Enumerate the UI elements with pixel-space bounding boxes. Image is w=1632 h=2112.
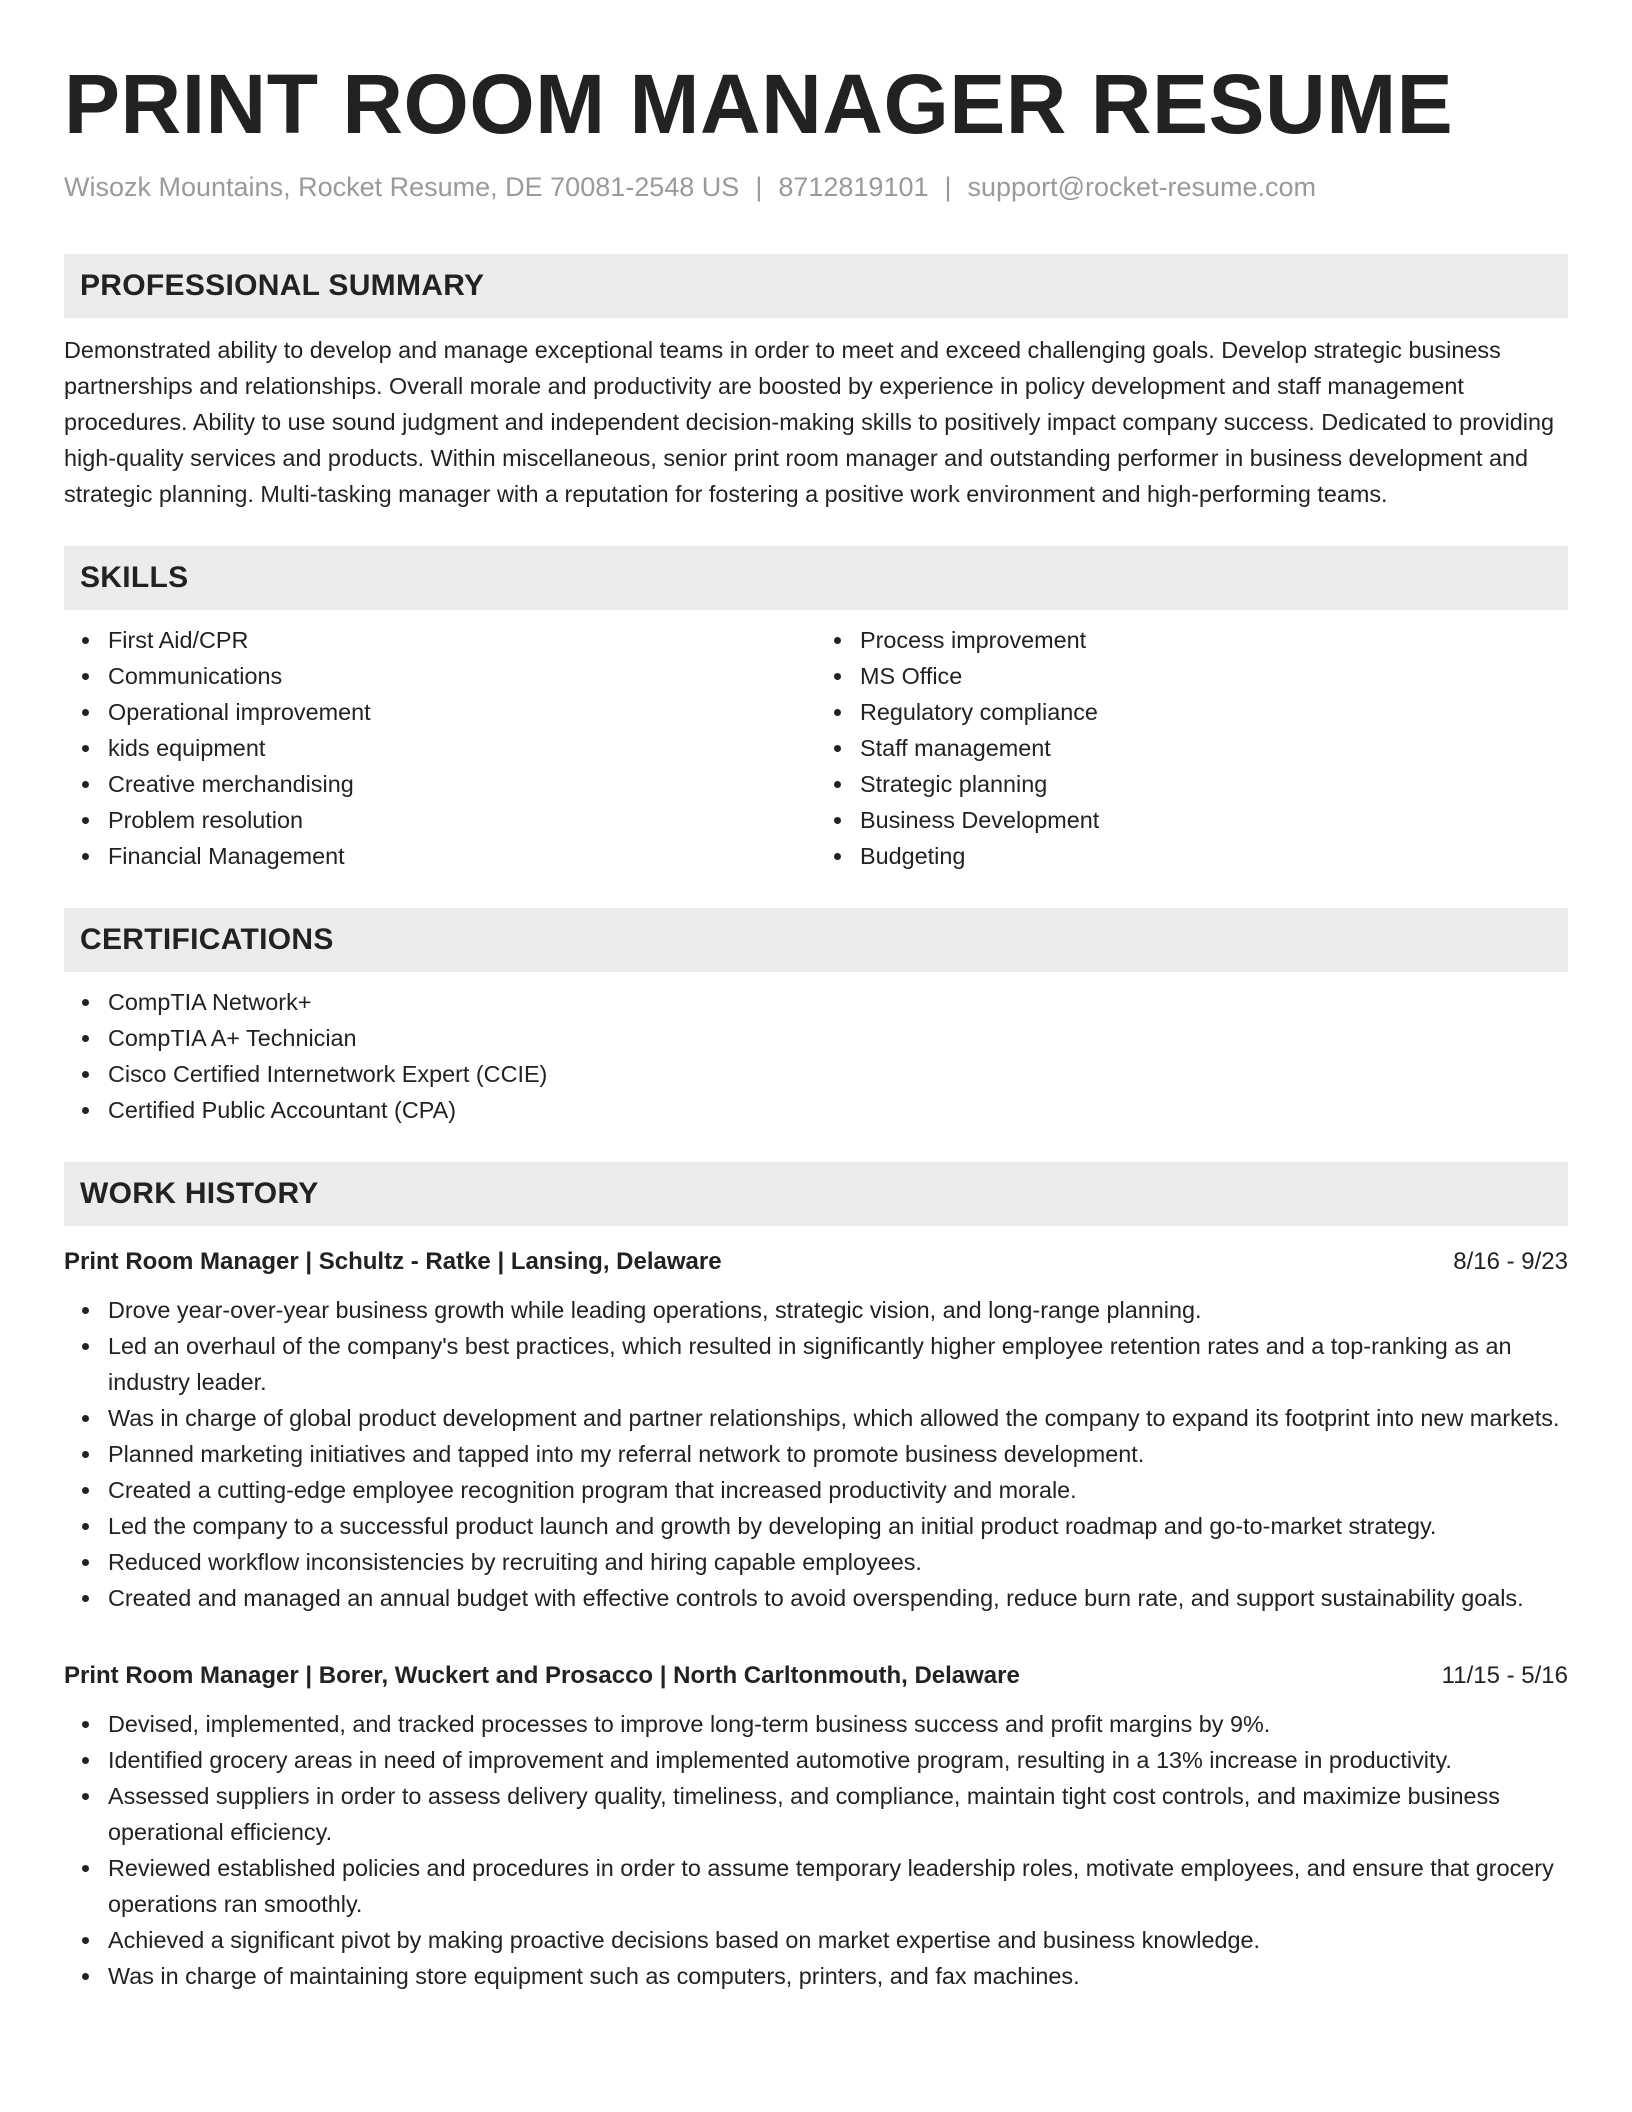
certification-item: CompTIA A+ Technician (108, 1020, 1568, 1056)
skills-list-left (64, 622, 816, 874)
skill-item: Communications (108, 658, 816, 694)
job-bullet: Identified grocery areas in need of improvement and implemented automotive program, resulting in a 13% increase in productivity. (108, 1742, 1568, 1778)
contact-phone: 8712819101 (778, 172, 929, 202)
job-bullet: Drove year-over-year business growth while leading operations, strategic vision, and long-range planning. (108, 1292, 1568, 1328)
job-bullet: Led the company to a successful product launch and growth by developing an initial product roadmap and go-to-market strategy. (108, 1508, 1568, 1544)
section-heading-skills: SKILLS (64, 546, 1568, 610)
certification-item: Certified Public Accountant (CPA) (108, 1092, 1568, 1128)
job-bullet: Was in charge of global product development and partner relationships, which allowed the company to expand its footprint into new markets. (108, 1400, 1568, 1436)
skill-item: Staff management (860, 730, 1568, 766)
certification-item: Cisco Certified Internetwork Expert (CCIE) (108, 1056, 1568, 1092)
skill-item: Business Development (860, 802, 1568, 838)
job-dates: 8/16 - 9/23 (1453, 1248, 1568, 1275)
resume-title: PRINT ROOM MANAGER RESUME (64, 57, 1454, 151)
job-bullet: Reviewed established policies and procedures in order to assume temporary leadership roles, motivate employees, and ensure that grocery operations ran smoothly. (108, 1850, 1568, 1922)
skill-item: MS Office (860, 658, 1568, 694)
skill-item: Problem resolution (108, 802, 816, 838)
job-header (64, 1658, 1568, 1694)
job-bullet: Created a cutting-edge employee recognition program that increased productivity and morale. (108, 1472, 1568, 1508)
skill-item: Process improvement (860, 622, 1568, 658)
certifications-list (64, 984, 1568, 1128)
job-bullet: Assessed suppliers in order to assess delivery quality, timeliness, and compliance, maintain tight cost controls, and maximize business operational efficiency. (108, 1778, 1568, 1850)
skill-item: Financial Management (108, 838, 816, 874)
certification-item: CompTIA Network+ (108, 984, 1568, 1020)
skills-list-right (816, 622, 1568, 874)
job-bullet: Devised, implemented, and tracked processes to improve long-term business success and profit margins by 9%. (108, 1706, 1568, 1742)
contact-line (64, 170, 1568, 204)
skill-item: Regulatory compliance (860, 694, 1568, 730)
skill-item: Creative merchandising (108, 766, 816, 802)
section-heading-certifications: CERTIFICATIONS (64, 908, 1568, 972)
job-title: Print Room Manager | Schultz - Ratke | Lansing, Delaware (64, 1248, 722, 1275)
summary-text: Demonstrated ability to develop and manage exceptional teams in order to meet and exceed challenging goals. Develop strategic business partnerships and relationships. Overall morale and productivity are boosted by experience in policy development and staff management procedures. Ability to use sound judgment and independent decision-making skills to positively impact company success. Dedicated to providing high-quality services and products. Within miscellaneous, senior print room manager and outstanding performer in business development and strategic planning. Multi-tasking manager with a reputation for fostering a positive work environment and high-performing teams. (64, 337, 1555, 507)
job-bullet: Planned marketing initiatives and tapped into my referral network to promote business development. (108, 1436, 1568, 1472)
contact-separator: | (944, 172, 952, 202)
section-heading-summary: PROFESSIONAL SUMMARY (64, 254, 1568, 318)
skills-grid (64, 622, 1568, 874)
job-bullet: Led an overhaul of the company's best practices, which resulted in significantly higher employee retention rates and a top-ranking as an industry leader. (108, 1328, 1568, 1400)
job-bullets (64, 1292, 1568, 1616)
job-bullet: Was in charge of maintaining store equipment such as computers, printers, and fax machines. (108, 1958, 1568, 1994)
job-title: Print Room Manager | Borer, Wuckert and Prosacco | North Carltonmouth, Delaware (64, 1662, 1020, 1689)
section-heading-work-history: WORK HISTORY (64, 1162, 1568, 1226)
skill-item: First Aid/CPR (108, 622, 816, 658)
contact-email: support@rocket-resume.com (967, 172, 1317, 202)
contact-address: Wisozk Mountains, Rocket Resume, DE 70081-2548 US (64, 172, 740, 202)
skill-item: Operational improvement (108, 694, 816, 730)
job-bullets (64, 1706, 1568, 1994)
skill-item: kids equipment (108, 730, 816, 766)
job-bullet: Achieved a significant pivot by making proactive decisions based on market expertise and business knowledge. (108, 1922, 1568, 1958)
job-bullet: Reduced workflow inconsistencies by recruiting and hiring capable employees. (108, 1544, 1568, 1580)
contact-separator: | (755, 172, 763, 202)
job-header (64, 1244, 1568, 1280)
job-bullet: Created and managed an annual budget with effective controls to avoid overspending, reduce burn rate, and support sustainability goals. (108, 1580, 1568, 1616)
job-dates: 11/15 - 5/16 (1441, 1662, 1568, 1689)
skill-item: Strategic planning (860, 766, 1568, 802)
skill-item: Budgeting (860, 838, 1568, 874)
resume-page (64, 0, 1568, 1994)
